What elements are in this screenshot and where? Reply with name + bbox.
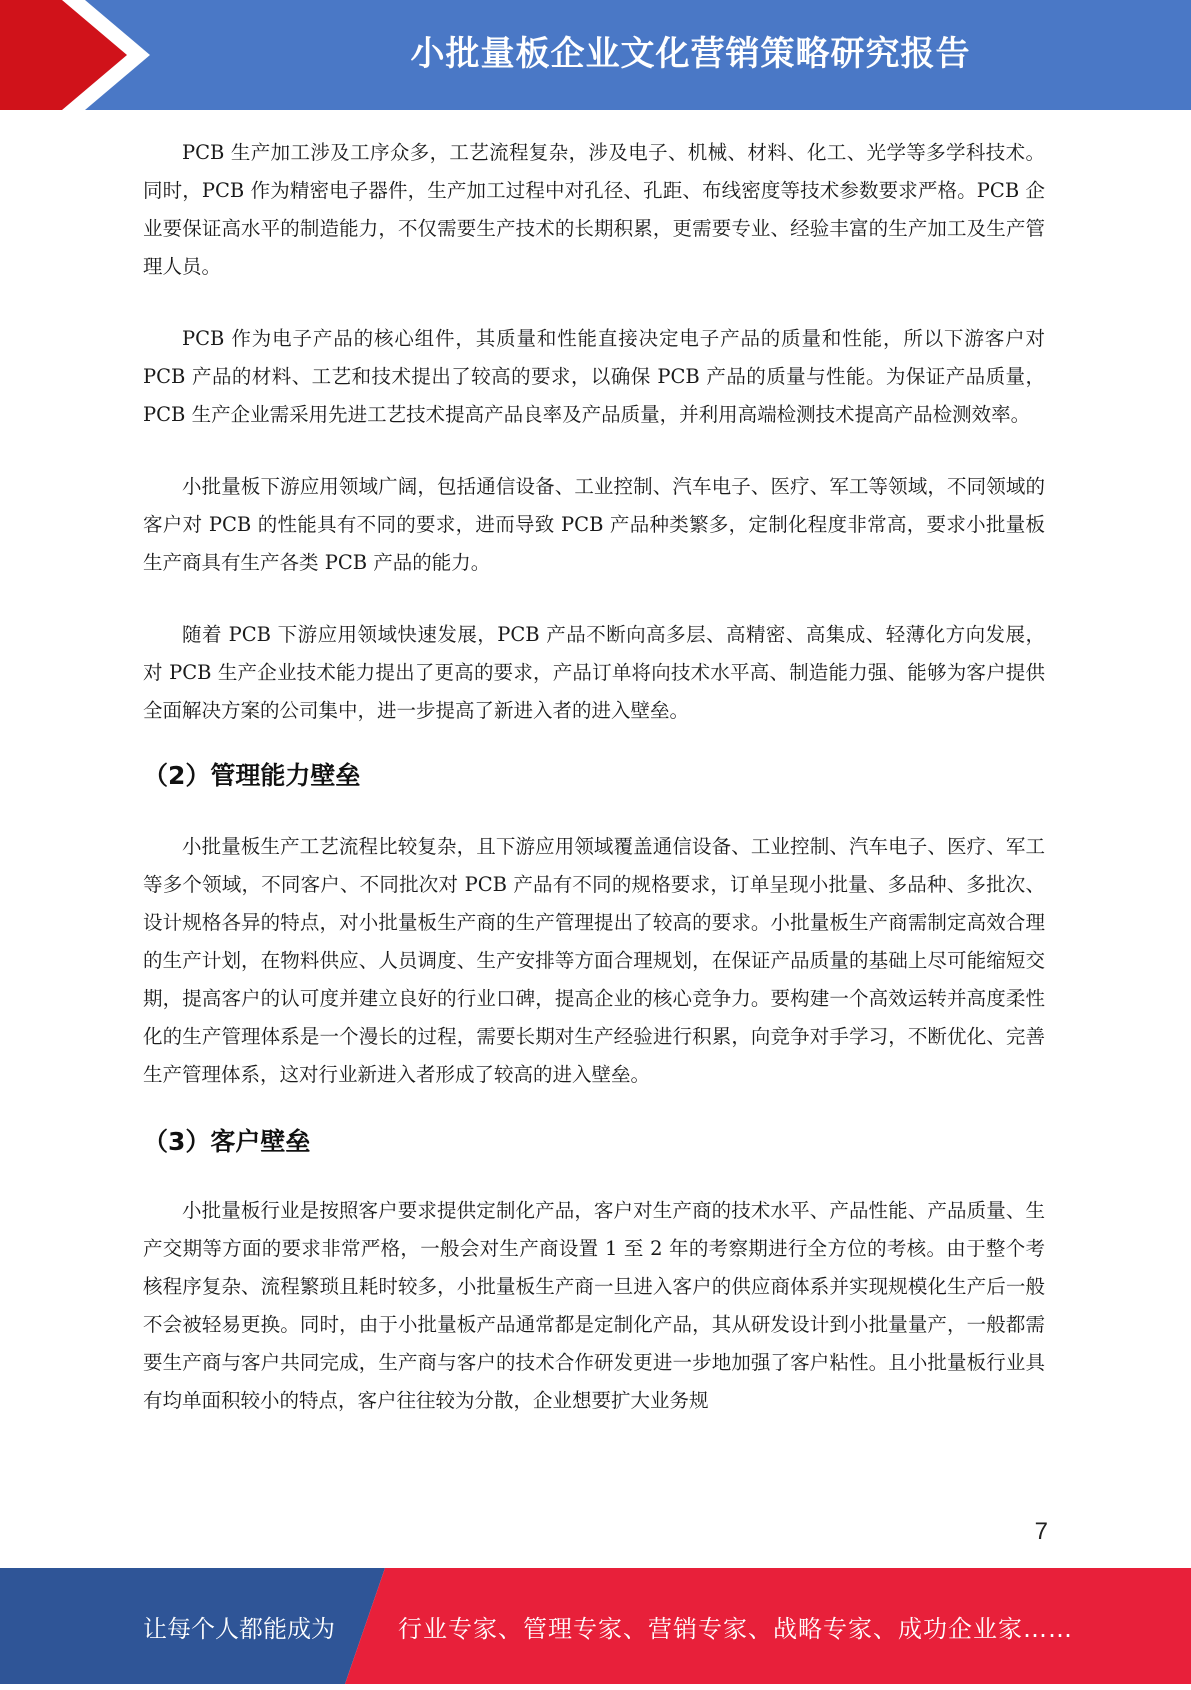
paragraph-technology-trend: 随着 PCB 下游应用领域快速发展，PCB 产品不断向高多层、高精密、高集成、轻薄化方向发展，对 PCB 生产企业技术能力提出了更高的要求，产品订单将向技术水平高、制造能力强、能够为客户提供全面解决方案的公司集中，进一步提高了新进入者的进入壁垒。	[143, 623, 1045, 722]
paragraph-pcb-process: PCB 生产加工涉及工序众多，工艺流程复杂，涉及电子、机械、材料、化工、光学等多学科技术。同时，PCB 作为精密电子器件，生产加工过程中对孔径、孔距、布线密度等技术参数要求严格。PCB 企业要保证高水平的制造能力，不仅需要生产技术的长期积累，更需要专业、经验丰富的生产加工及生产管理人员。	[143, 141, 1045, 278]
footer-slogan-left: 让每个人都能成为	[143, 1615, 335, 1643]
report-title: 小批量板企业文化营销策略研究报告	[410, 34, 971, 74]
paragraph-pcb-quality: PCB 作为电子产品的核心组件，其质量和性能直接决定电子产品的质量和性能，所以下游客户对 PCB 产品的材料、工艺和技术提出了较高的要求，以确保 PCB 产品的质量与性能。为保证产品质量，PCB 生产企业需采用先进工艺技术提高产品良率及产品质量，并利用高端检测技术提高产品检测效率。	[143, 327, 1045, 426]
header-arrow-icon	[0, 0, 160, 110]
paragraph-management-barrier: 小批量板生产工艺流程比较复杂，且下游应用领域覆盖通信设备、工业控制、汽车电子、医疗、军工等多个领域，不同客户、不同批次对 PCB 产品有不同的规格要求，订单呈现小批量、多品种、多批次、设计规格各异的特点，对小批量板生产商的生产管理提出了较高的要求。小批量板生产商需制定高效合理的生产计划，在物料供应、人员调度、生产安排等方面合理规划，在保证产品质量的基础上尽可能缩短交期，提高客户的认可度并建立良好的行业口碑，提高企业的核心竞争力。要构建一个高效运转并高度柔性化的生产管理体系是一个漫长的过程，需要长期对生产经验进行积累，向竞争对手学习，不断优化、完善生产管理体系，这对行业新进入者形成了较高的进入壁垒。	[143, 835, 1045, 1086]
document-body	[143, 134, 1045, 1420]
paragraph-downstream-applications: 小批量板下游应用领域广阔，包括通信设备、工业控制、汽车电子、医疗、军工等领域，不同领域的客户对 PCB 的性能具有不同的要求，进而导致 PCB 产品种类繁多，定制化程度非常高，要求小批量板生产商具有生产各类 PCB 产品的能力。	[143, 475, 1045, 574]
page-number: 7	[1034, 1518, 1048, 1545]
footer-slogan-right: 行业专家、管理专家、营销专家、战略专家、成功企业家……	[398, 1615, 1073, 1643]
header-arrow-red	[0, 0, 127, 110]
page-footer	[0, 1568, 1191, 1684]
section-heading-management: （2）管理能力壁垒	[143, 761, 361, 790]
page-header	[0, 0, 1191, 110]
paragraph-customer-barrier: 小批量板行业是按照客户要求提供定制化产品，客户对生产商的技术水平、产品性能、产品质量、生产交期等方面的要求非常严格，一般会对生产商设置 1 至 2 年的考察期进行全方位的考核。由于整个考核程序复杂、流程繁琐且耗时较多，小批量板生产商一旦进入客户的供应商体系并实现规模化生产后一般不会被轻易更换。同时，由于小批量板产品通常都是定制化产品，其从研发设计到小批量量产，一般都需要生产商与客户共同完成，生产商与客户的技术合作研发更进一步地加强了客户粘性。且小批量板行业具有均单面积较小的特点，客户往往较为分散，企业想要扩大业务规	[143, 1199, 1045, 1412]
section-heading-customer: （3）客户壁垒	[143, 1127, 311, 1156]
